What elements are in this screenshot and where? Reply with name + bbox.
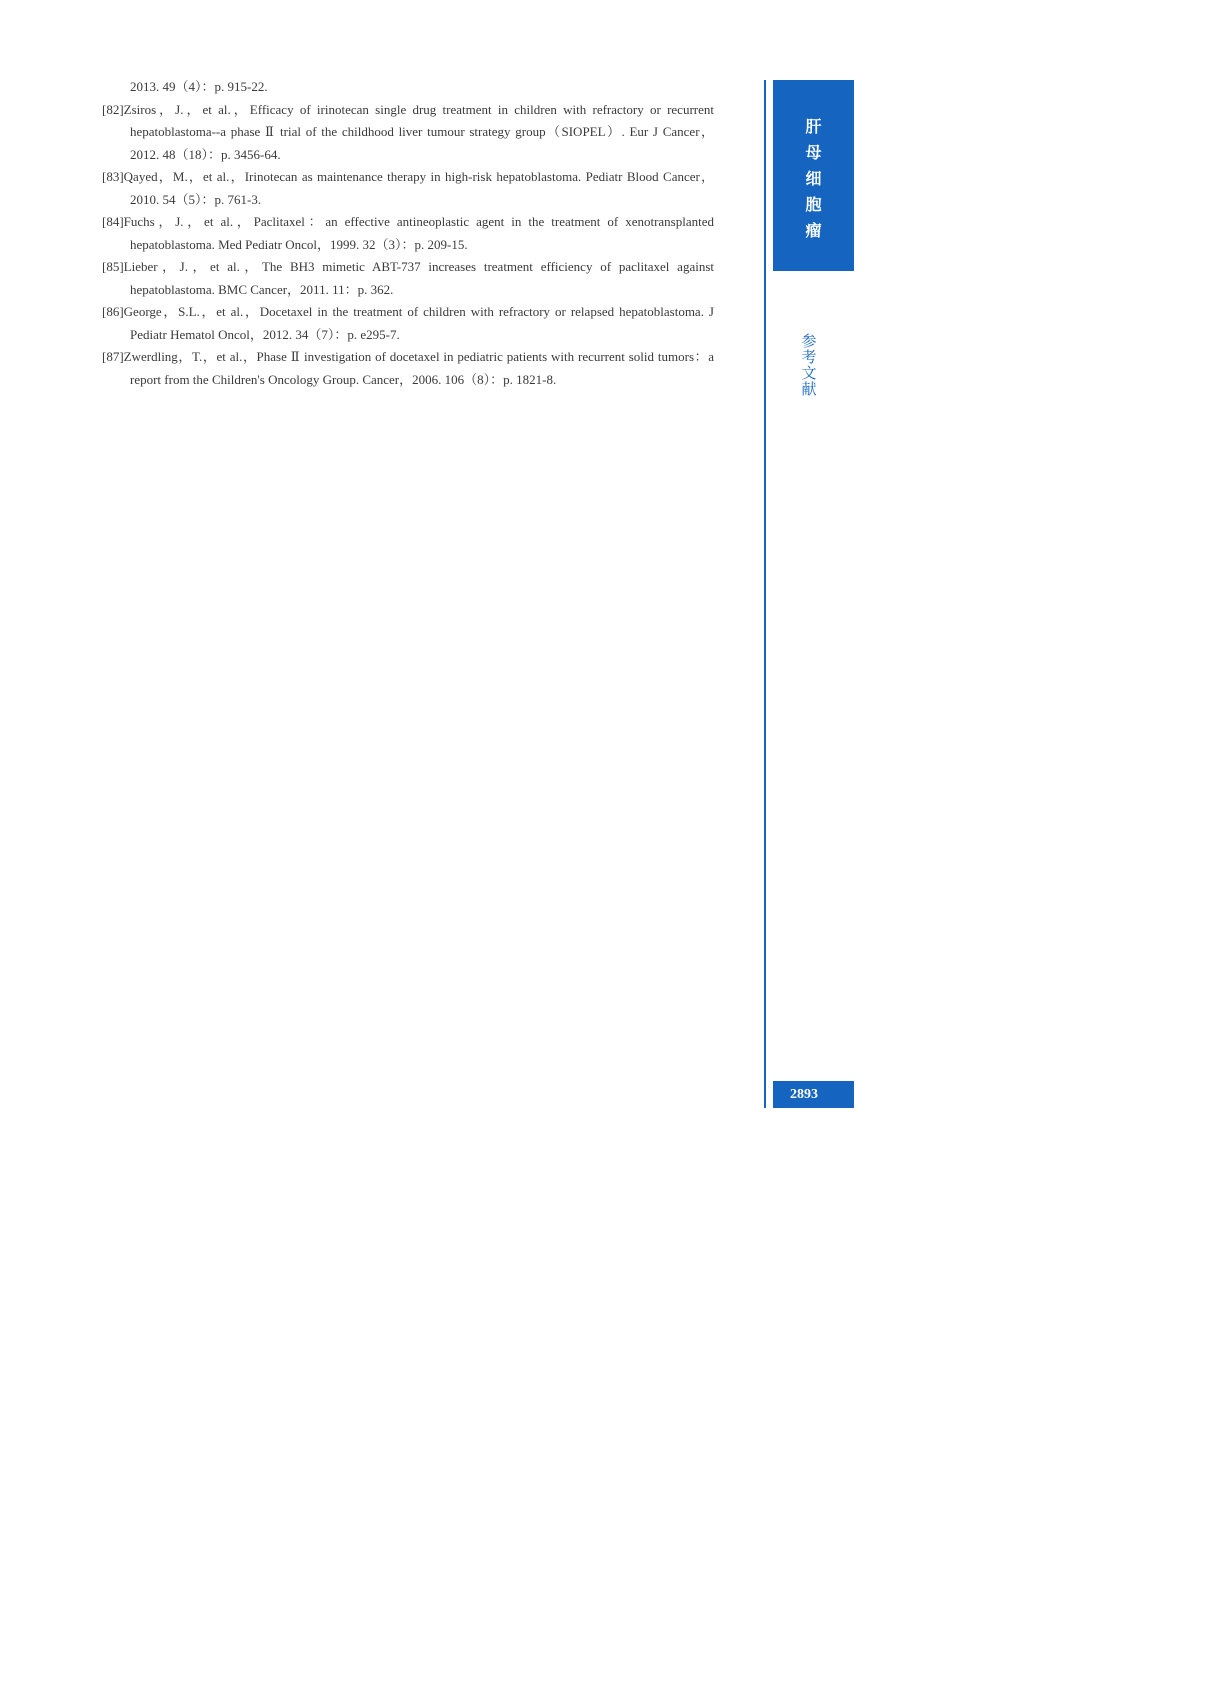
section-char: 献 [801,380,817,398]
reference-item: [86]George，S.L.，et al.，Docetaxel in the treatment of children with refractory or relapsed hepatoblastoma. J Pediatr Hematol Oncol，2012. 34（7）：p. e295-7. [102,304,714,342]
section-char: 文 [801,364,817,382]
reference-item: [82]Zsiros，J.，et al.，Efficacy of irinotecan single drug treatment in children with refractory or recurrent hepatoblastoma--a phase Ⅱ trial of the childhood liver tumour strategy group（SIOPEL）. Eur J Cancer，2012. 48（18）：p. 3456-64. [102,101,714,162]
reference-item: [83]Qayed，M.，et al.，Irinotecan as maintenance therapy in high-risk hepatoblastoma. Pediatr Blood Cancer，2010. 54（5）：p. 761-3. [102,169,714,207]
chapter-char: 母 [805,143,822,162]
chapter-char: 瘤 [805,221,822,240]
reference-item: 2013. 49（4）：p. 915-22. [130,79,268,94]
chapter-char: 肝 [805,117,822,136]
reference-list [102,76,714,391]
reference-item: [84]Fuchs，J.，et al.，Paclitaxel：an effective antineoplastic agent in the treatment of xenotransplanted hepatoblastoma. Med Pediatr Oncol，1999. 32（3）：p. 209-15. [102,214,714,252]
chapter-char: 细 [805,169,822,188]
section-char: 考 [801,348,817,366]
margin-divider [764,80,766,1108]
reference-item: [85]Lieber，J.，et al.，The BH3 mimetic ABT-737 increases treatment efficiency of paclitaxel against hepatoblastoma. BMC Cancer，2011. 11：p. 362. [102,259,714,297]
chapter-tab [773,80,854,271]
page-number: 2893 [773,1081,854,1108]
chapter-char: 胞 [805,195,822,214]
section-label [799,333,819,397]
section-char: 参 [801,332,817,350]
reference-item: [87]Zwerdling，T.，et al.，Phase Ⅱ investigation of docetaxel in pediatric patients with recurrent solid tumors：a report from the Children's Oncology Group. Cancer，2006. 106（8）：p. 1821-8. [102,349,714,387]
